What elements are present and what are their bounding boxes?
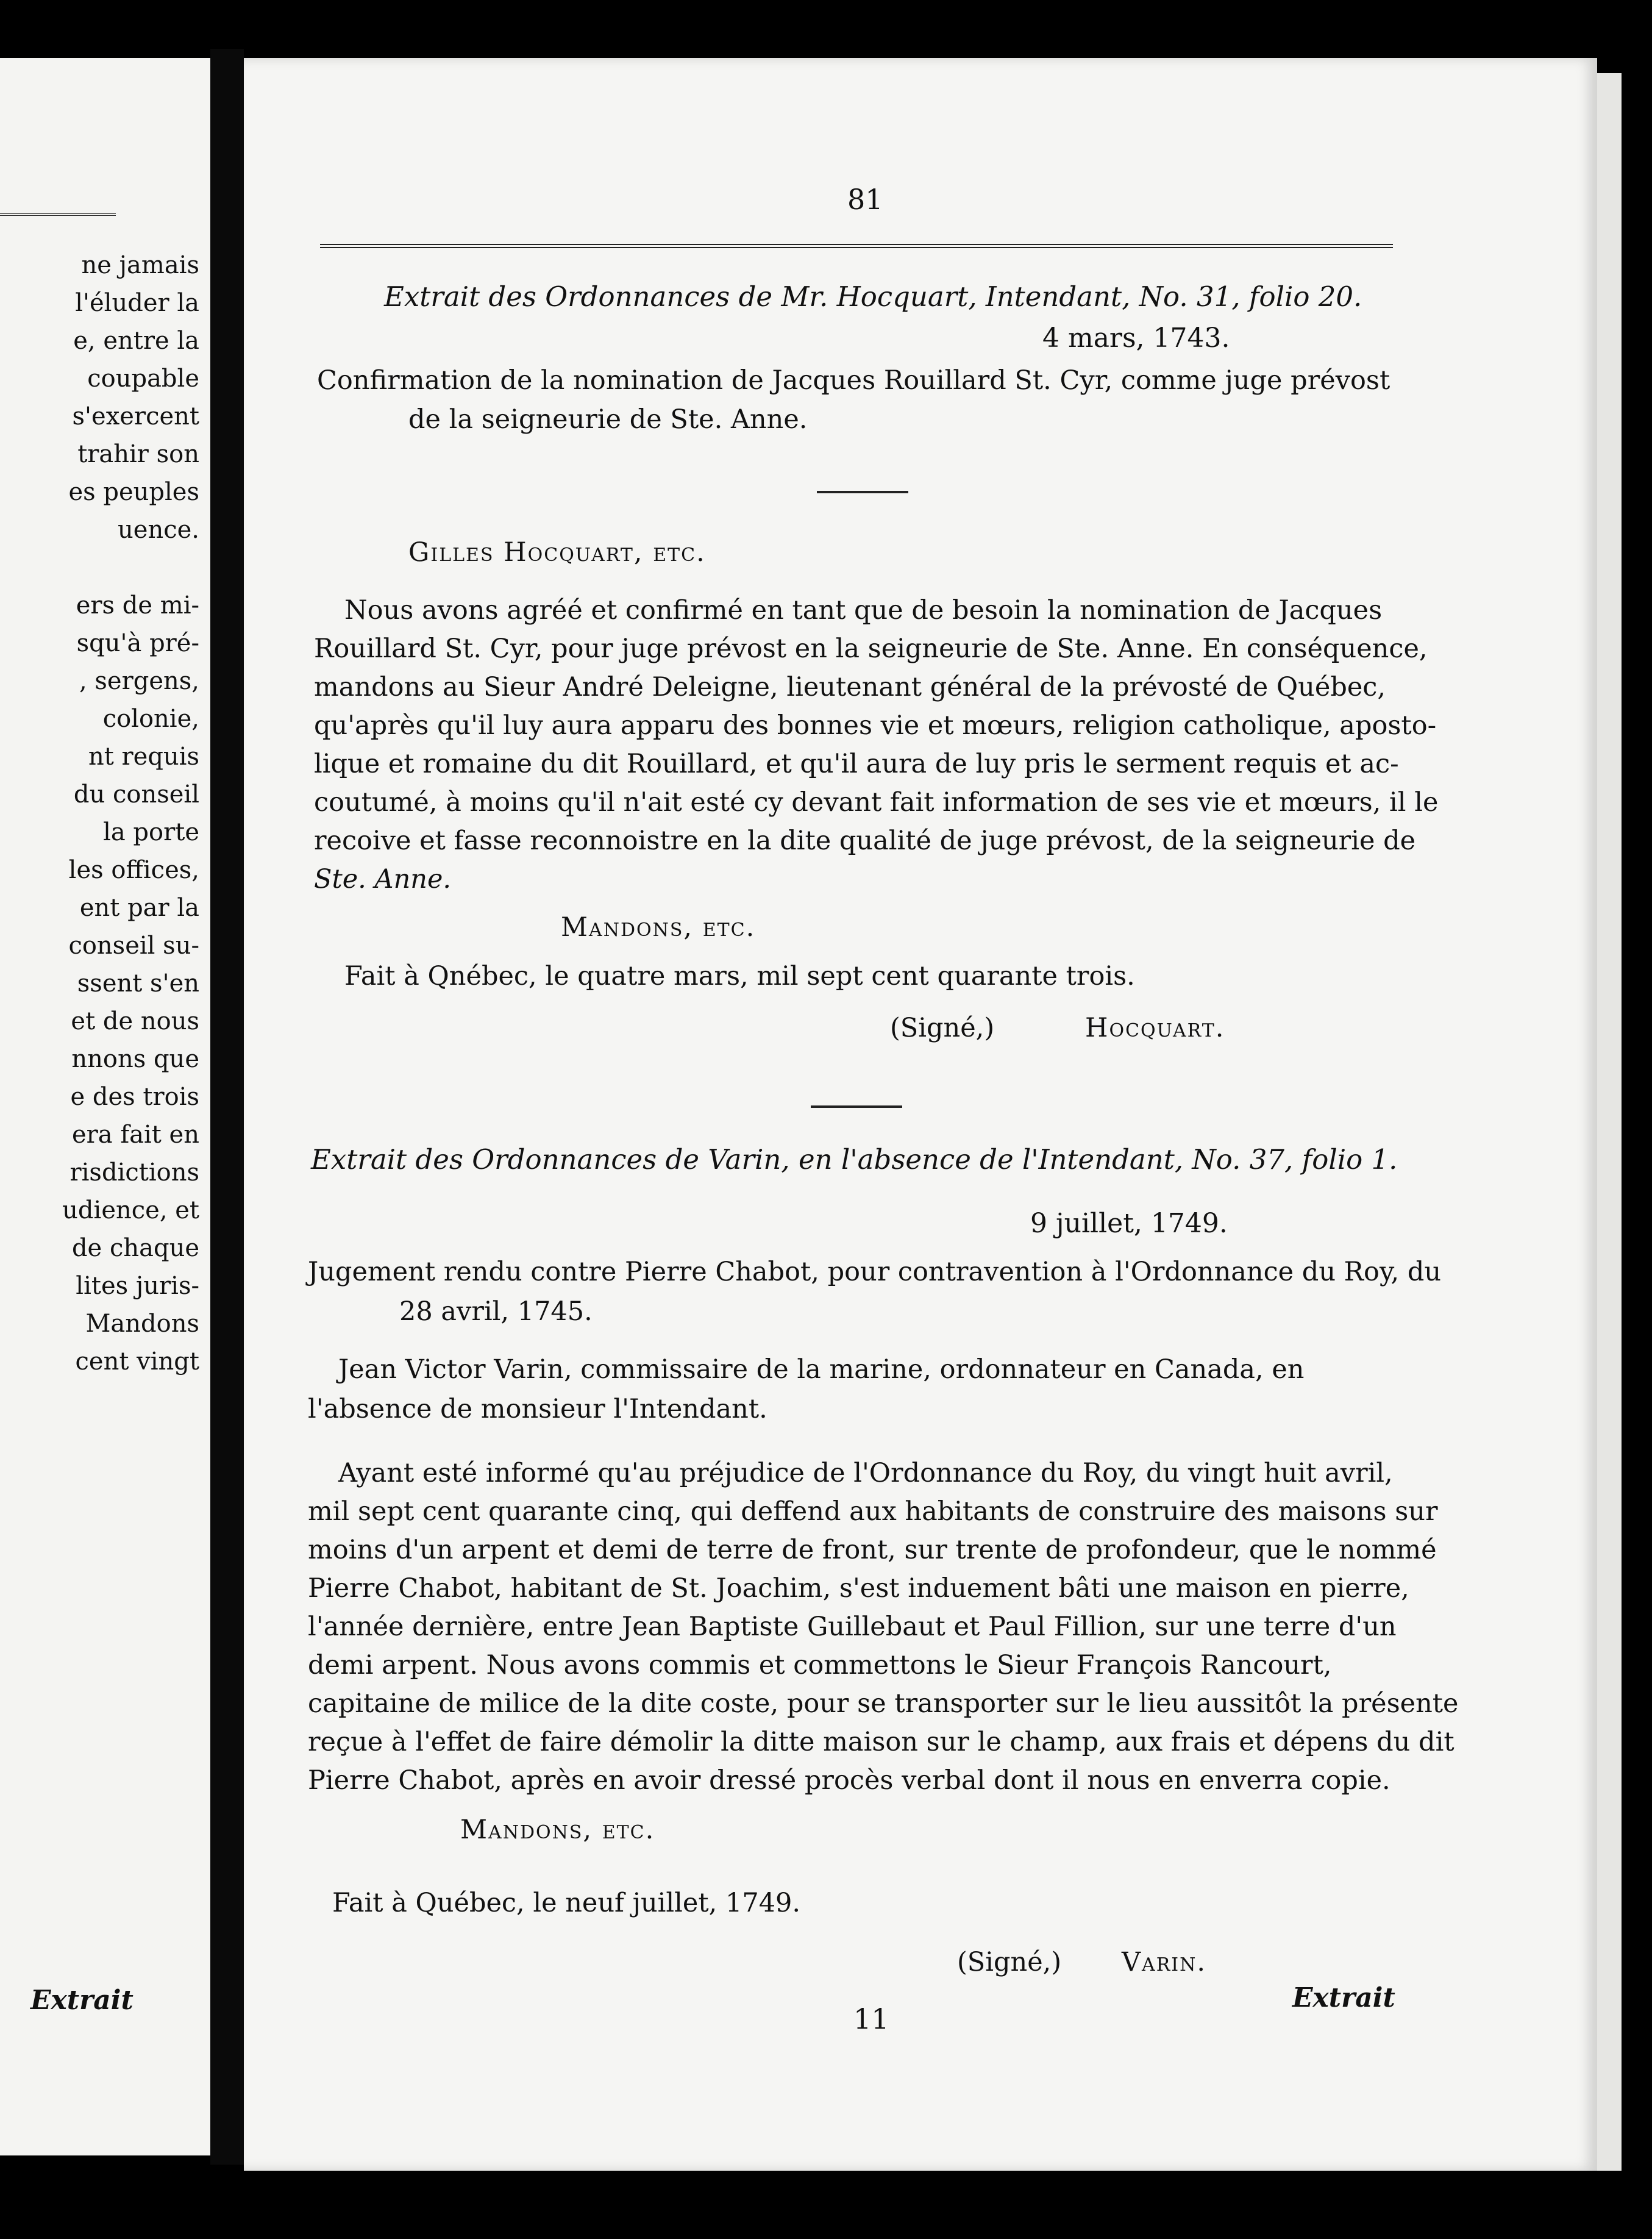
section2-body-line: Pierre Chabot, habitant de St. Joachim, s'est induement bâti une maison en pierre, [308, 1573, 1409, 1604]
left-page-line: lites juris- [76, 1272, 199, 1300]
left-page-line: squ'à pré- [76, 629, 199, 657]
section2-body-line: capitaine de milice de la dite coste, pour se transporter sur le lieu aussitôt la présente [308, 1688, 1459, 1719]
section2-body-line: mil sept cent quarante cinq, qui deffend aux habitants de construire des maisons sur [308, 1496, 1438, 1527]
section1-divider [817, 491, 908, 493]
left-page-line: colonie, [102, 705, 199, 733]
left-page-line: s'exercent [72, 402, 199, 430]
section1-address: Gilles Hocquart, etc. [408, 537, 706, 568]
facing-page-fragment [0, 58, 210, 2155]
section2-body-line: demi arpent. Nous avons commis et commettons le Sieur François Rancourt, [308, 1650, 1332, 1680]
section1-heading: Extrait des Ordonnances de Mr. Hocquart, Intendant, No. 31, folio 20. [384, 280, 1362, 313]
section1-date: 4 mars, 1743. [1042, 323, 1230, 354]
section2-summary-2: 28 avril, 1745. [399, 1296, 593, 1327]
left-page-line: e des trois [70, 1083, 199, 1111]
section2-body-line: reçue à l'effet de faire démolir la ditte maison sur le champ, aux frais et dépens du dit [308, 1727, 1454, 1757]
section1-body-line: coutumé, à moins qu'il n'ait esté cy devant fait information de ses vie et mœurs, il le [314, 787, 1439, 818]
left-page-line: uence. [118, 516, 199, 544]
page-edge [1597, 73, 1622, 2171]
section2-mandons: Mandons, etc. [460, 1815, 655, 1845]
section2-divider [811, 1105, 902, 1108]
section1-signatory: Hocquart. [1085, 1013, 1225, 1043]
section1-fait: Fait à Qnébec, le quatre mars, mil sept cent quarante trois. [344, 961, 1135, 991]
left-page-line: era fait en [71, 1121, 199, 1149]
left-page-line: du conseil [73, 780, 199, 809]
section2-signatory: Varin. [1122, 1947, 1207, 1977]
left-page-line: conseil su- [68, 932, 199, 960]
left-page-line: ne jamais [81, 251, 199, 279]
section1-body-line: lique et romaine du dit Rouillard, et qu'il aura de luy pris le serment requis et ac- [314, 749, 1399, 779]
left-page-line: , sergens, [79, 667, 199, 695]
left-page-line: nt requis [88, 743, 199, 771]
section1-body-line: recoive et fasse reconnoistre en la dite qualité de juge prévost, de la seigneurie de [314, 826, 1416, 856]
section2-signe: (Signé,) [957, 1947, 1062, 1977]
left-page-line: les offices, [68, 856, 199, 884]
section2-body-line: l'année dernière, entre Jean Baptiste Guillebaut et Paul Fillion, sur une terre d'un [308, 1612, 1397, 1642]
left-page-line: e, entre la [73, 327, 199, 355]
section2-body-line: Pierre Chabot, après en avoir dressé procès verbal dont il nous en enverra copie. [308, 1765, 1390, 1796]
left-page-line: l'éluder la [75, 289, 199, 317]
section2-body-line: moins d'un arpent et demi de terre de front, sur trente de profondeur, que le nommé [308, 1535, 1437, 1565]
section1-summary-1: Confirmation de la nomination de Jacques Rouillard St. Cyr, comme juge prévost [317, 365, 1390, 396]
section1-body-line: Nous avons agréé et confirmé en tant que de besoin la nomination de Jacques [344, 595, 1383, 626]
signature-mark: 11 [853, 2002, 889, 2035]
section1-body-line: qu'après qu'il luy aura apparu des bonnes vie et mœurs, religion catholique, aposto- [314, 710, 1437, 741]
left-catchword: Extrait [30, 1985, 134, 2016]
section2-address-2: l'absence de monsieur l'Intendant. [308, 1394, 767, 1424]
left-page-line: de chaque [71, 1234, 199, 1262]
section2-heading: Extrait des Ordonnances de Varin, en l'absence de l'Intendant, No. 37, folio 1. [311, 1143, 1398, 1176]
page-catchword: Extrait [1292, 1982, 1395, 2013]
document-page [244, 58, 1597, 2171]
section2-address-1: Jean Victor Varin, commissaire de la marine, ordonnateur en Canada, en [338, 1354, 1305, 1385]
left-page-line: ent par la [79, 894, 199, 922]
left-page-line: ssent s'en [77, 970, 199, 998]
left-page-line: nnons que [71, 1045, 199, 1073]
left-page-line: la porte [103, 818, 199, 846]
section2-fait: Fait à Québec, le neuf juillet, 1749. [332, 1888, 801, 1918]
left-page-line: cent vingt [75, 1348, 199, 1376]
left-page-line: Mandons [85, 1310, 199, 1338]
left-page-line: udience, et [62, 1196, 199, 1224]
left-page-line: coupable [87, 365, 199, 393]
section2-summary-1: Jugement rendu contre Pierre Chabot, pour contravention à l'Ordonnance du Roy, du [308, 1257, 1442, 1287]
section1-body-line: Ste. Anne. [314, 864, 452, 895]
left-page-rule [0, 213, 116, 216]
left-page-line: trahir son [77, 440, 199, 468]
section2-body-line: Ayant esté informé qu'au préjudice de l'Ordonnance du Roy, du vingt huit avril, [338, 1458, 1393, 1488]
left-page-line: et de nous [71, 1007, 199, 1035]
section1-summary-2: de la seigneurie de Ste. Anne. [408, 404, 808, 435]
left-page-line: ers de mi- [76, 591, 199, 620]
section1-signe: (Signé,) [890, 1013, 995, 1043]
section1-mandons: Mandons, etc. [561, 912, 756, 943]
page-number: 81 [847, 183, 883, 216]
section1-body-line: Rouillard St. Cyr, pour juge prévost en la seigneurie de Ste. Anne. En conséquence, [314, 634, 1428, 664]
left-page-line: es peuples [68, 478, 199, 506]
left-page-line: risdictions [69, 1159, 199, 1187]
book-gutter [210, 49, 244, 2165]
section2-date: 9 juillet, 1749. [1030, 1208, 1228, 1239]
section1-body-line: mandons au Sieur André Deleigne, lieutenant général de la prévosté de Québec, [314, 672, 1386, 702]
header-rule [320, 244, 1393, 248]
